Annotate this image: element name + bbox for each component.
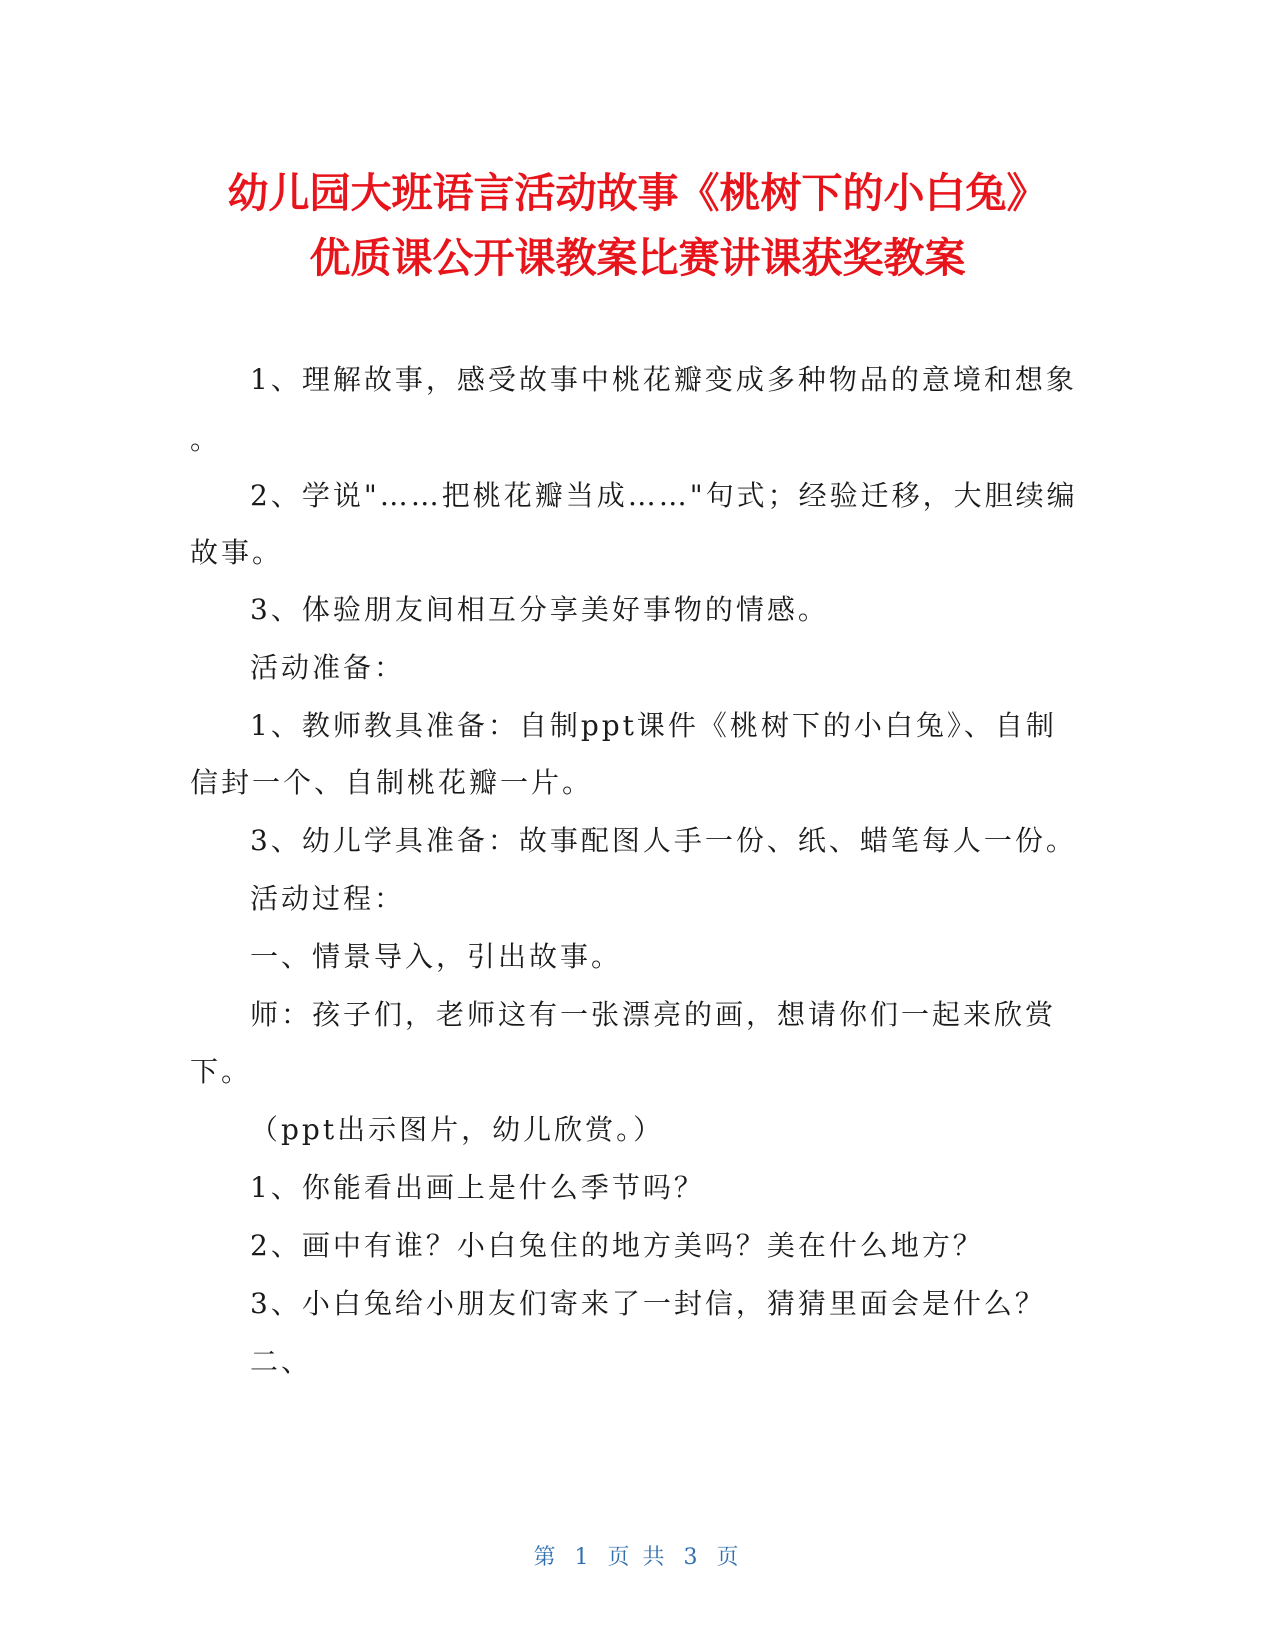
footer-current-page: 1 xyxy=(574,1545,592,1570)
footer-total-pages: 3 xyxy=(683,1545,701,1570)
body-line: 信封一个、自制桃花瓣一片。 xyxy=(190,766,594,799)
body-line: 3、幼儿学具准备：故事配图人手一份、纸、蜡笔每人一份。 xyxy=(250,824,1077,857)
document-title-line-1: 幼儿园大班语言活动故事《桃树下的小白兔》 xyxy=(227,169,1048,217)
footer-middle: 页 共 xyxy=(607,1545,668,1570)
body-line: 下。 xyxy=(190,1055,253,1088)
footer-prefix: 第 xyxy=(533,1545,559,1570)
body-line: 2、学说"……把桃花瓣当成……"句式；经验迁移，大胆续编 xyxy=(250,479,1078,512)
page-footer xyxy=(0,1540,1275,1571)
body-line: 活动过程： xyxy=(250,882,406,915)
body-line: 1、教师教具准备：自制ppt课件《桃树下的小白兔》、自制 xyxy=(250,709,1057,742)
body-line: 2、画中有谁？小白兔住的地方美吗？美在什么地方？ xyxy=(250,1229,984,1262)
body-line: 1、理解故事，感受故事中桃花瓣变成多种物品的意境和想象 xyxy=(250,363,1077,396)
body-line: 故事。 xyxy=(190,536,284,569)
footer-suffix: 页 xyxy=(716,1545,742,1570)
body-line: 3、小白兔给小朋友们寄来了一封信，猜猜里面会是什么？ xyxy=(250,1287,1046,1320)
body-line: 二、 xyxy=(250,1345,313,1378)
body-line: 师：孩子们，老师这有一张漂亮的画，想请你们一起来欣赏 xyxy=(250,998,1057,1031)
body-line: 活动准备： xyxy=(250,651,406,684)
body-line: 一、情景导入，引出故事。 xyxy=(250,940,623,973)
body-line: 。 xyxy=(190,423,222,456)
body-line: （ppt出示图片，幼儿欣赏。） xyxy=(250,1113,665,1146)
body-line: 3、体验朋友间相互分享美好事物的情感。 xyxy=(250,593,829,626)
body-line: 1、你能看出画上是什么季节吗？ xyxy=(250,1171,705,1204)
document-title-line-2: 优质课公开课教案比赛讲课获奖教案 xyxy=(309,234,966,282)
